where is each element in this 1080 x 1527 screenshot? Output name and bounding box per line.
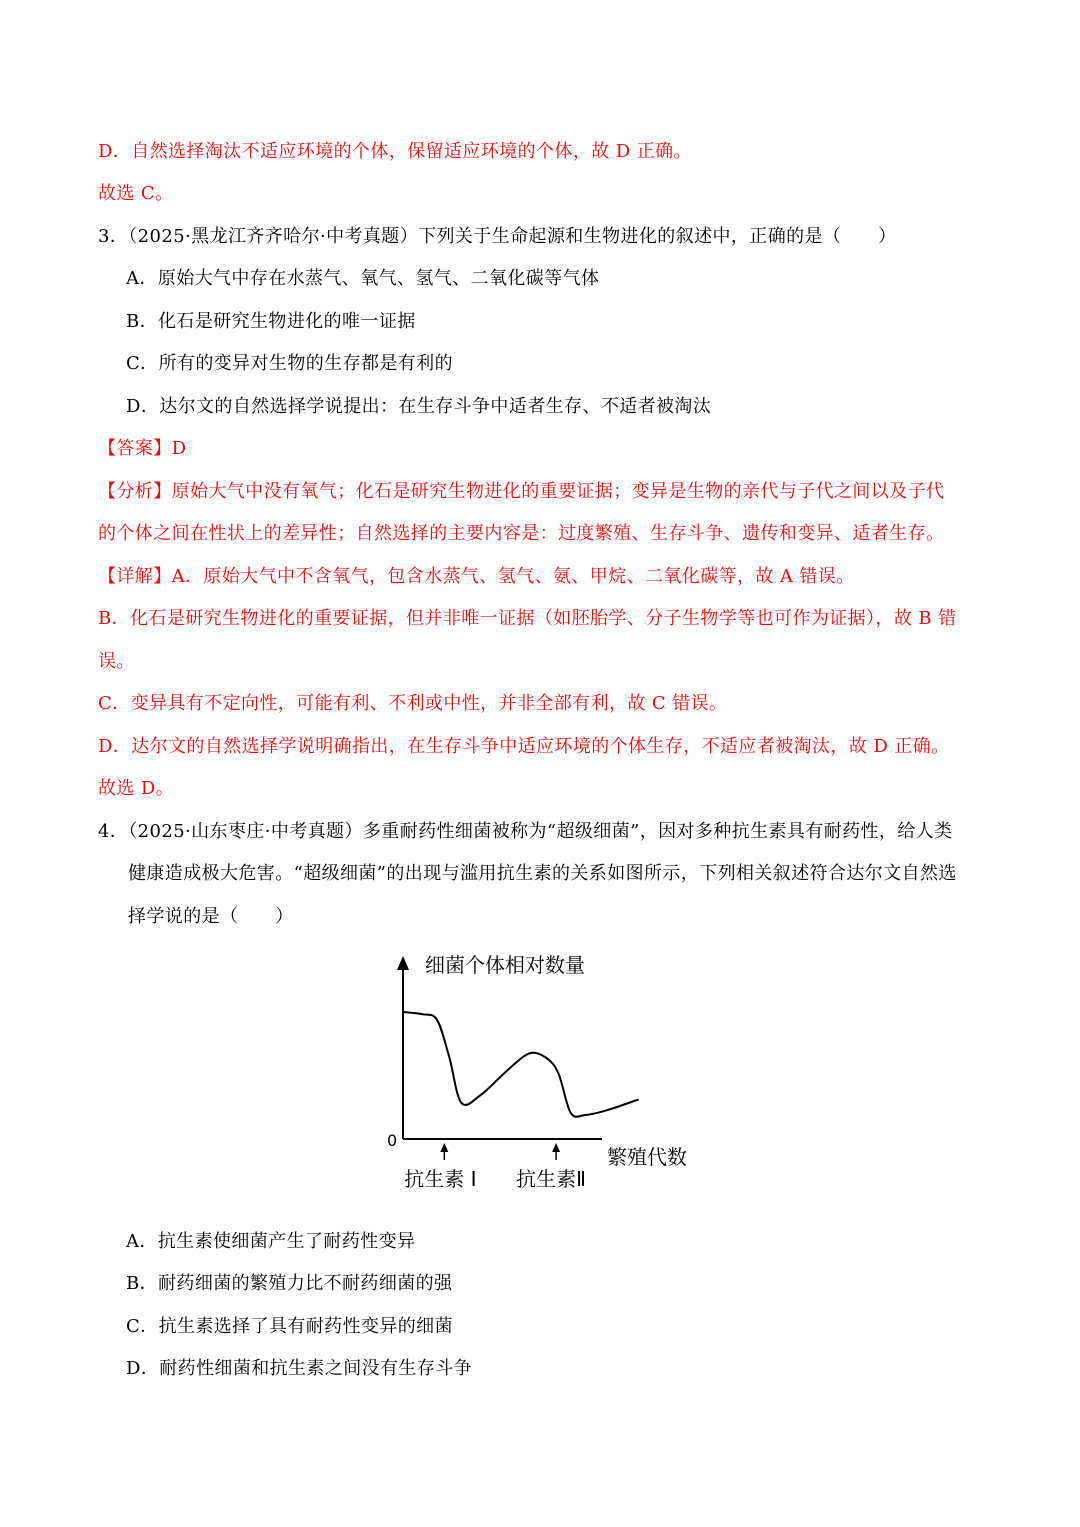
answer-line: 【答案】D [98,438,187,459]
question-4-stem-2: 健康造成极大危害。“超级细菌”的出现与滥用抗生素的关系如图所示，下列相关叙述符合达尔文自然选 [128,863,957,884]
antibiotic-marker-arrowhead [440,1143,448,1152]
detail-line-5: D．达尔文的自然选择学说明确指出，在生存斗争中适应环境的个体生存，不适应者被淘汰，故 D 正确。 [98,736,950,757]
question-3-option-b: B．化石是研究生物进化的唯一证据 [126,311,416,332]
y-axis-label: 细菌个体相对数量 [425,953,585,977]
question-3-option-d: D．达尔文的自然选择学说提出：在生存斗争中适者生存、不适者被淘汰 [126,396,712,417]
question-3-stem: 3．（2025·黑龙江齐齐哈尔·中考真题）下列关于生命起源和生物进化的叙述中，正确的是（ ） [98,226,897,247]
x-axis-label: 繁殖代数 [607,1145,687,1169]
question-4-stem-3: 择学说的是（ ） [128,906,294,927]
line-select-d: D．自然选择淘汰不适应环境的个体，保留适应环境的个体，故 D 正确。 [98,141,692,162]
question-3-option-a: A．原始大气中存在水蒸气、氧气、氢气、二氧化碳等气体 [126,268,600,289]
detail-line-3: 误。 [98,651,135,672]
antibiotic-marker-arrowhead [552,1143,560,1152]
detail-line-1: 【详解】A．原始大气中不含氧气，包含水蒸气、氢气、氨、甲烷、二氧化碳等，故 A 错误。 [98,566,855,587]
question-4-option-a: A．抗生素使细菌产生了耐药性变异 [126,1231,416,1252]
question-4-stem-1: 4．（2025·山东枣庄·中考真题）多重耐药性细菌被称为“超级细菌”，因对多种抗生素具有耐药性，给人类 [98,821,953,842]
line-choose-c: 故选 C。 [98,183,174,204]
detail-line-4: C．变异具有不定向性，可能有利、不利或中性，并非全部有利，故 C 错误。 [98,693,728,714]
question-4-option-c: C．抗生素选择了具有耐药性变异的细菌 [126,1316,453,1337]
analysis-line-1: 【分析】原始大气中没有氧气；化石是研究生物进化的重要证据；变异是生物的亲代与子代之间以及子代 [98,481,945,502]
bacteria-chart [380,946,700,1196]
series-line [403,1012,639,1117]
antibiotic-marker-label: 抗生素 I [404,1167,477,1191]
origin-label: 0 [387,1131,398,1150]
question-4-option-d: D．耐药性细菌和抗生素之间没有生存斗争 [126,1358,473,1379]
antibiotic-markers [404,1143,586,1191]
antibiotic-marker-label: 抗生素Ⅱ [516,1167,586,1191]
analysis-line-2: 的个体之间在性状上的差异性；自然选择的主要内容是：过度繁殖、生存斗争、遗传和变异、适者生存。 [98,523,945,544]
question-4-option-b: B．耐药细菌的繁殖力比不耐药细菌的强 [126,1273,453,1294]
detail-line-2: B．化石是研究生物进化的重要证据，但并非唯一证据（如胚胎学、分子生物学等也可作为证据），故 B 错 [98,608,957,629]
detail-line-6: 故选 D。 [98,778,175,799]
question-3-option-c: C．所有的变异对生物的生存都是有利的 [126,353,453,374]
y-axis-arrow [397,956,409,970]
